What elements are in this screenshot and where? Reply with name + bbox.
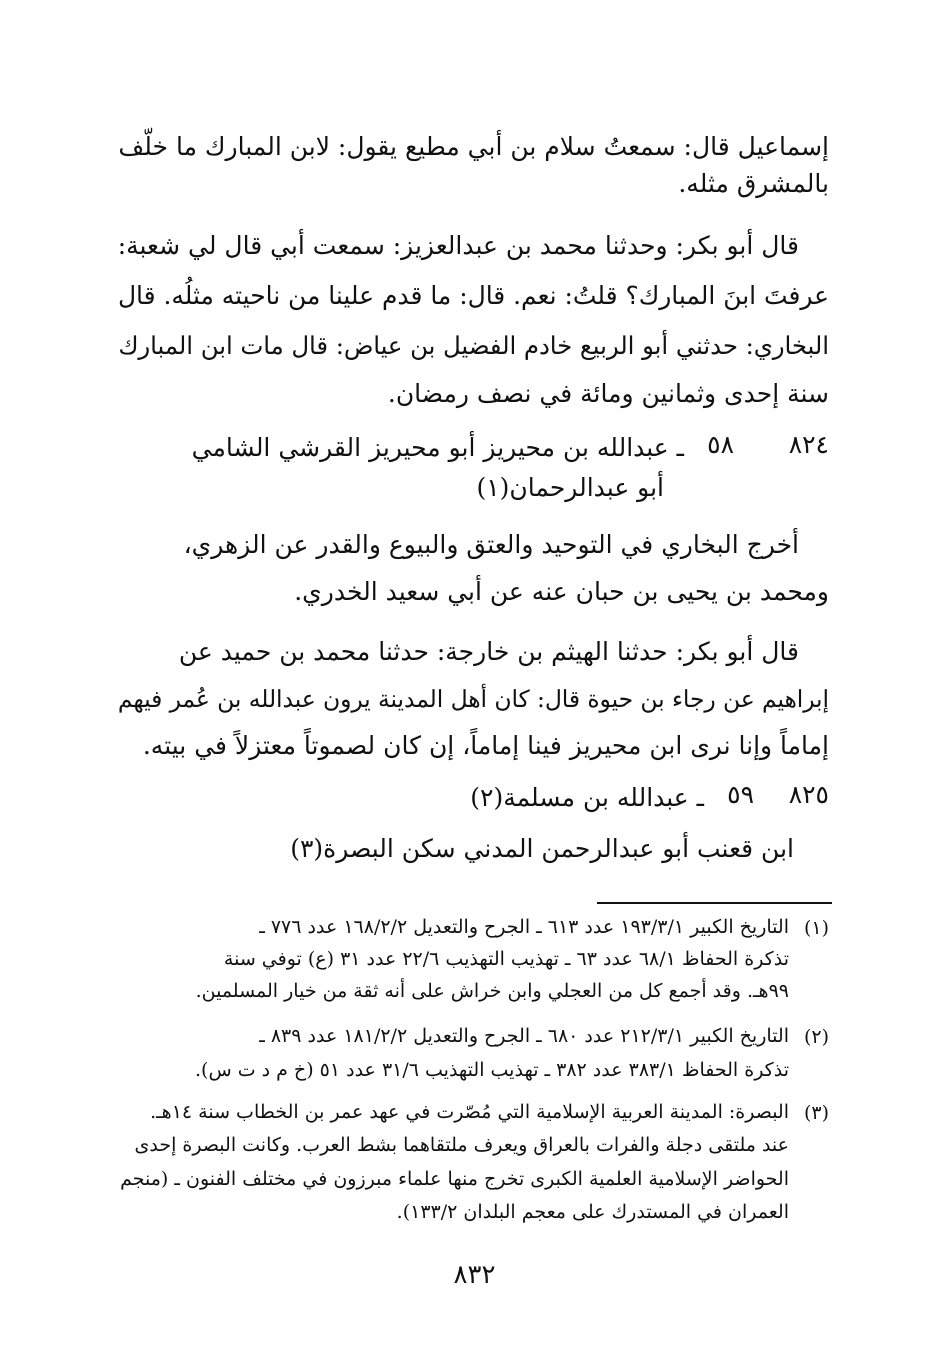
entry-825-seq: ٥٩ — [727, 780, 754, 809]
footnote-2-number: (٢) — [803, 1026, 829, 1048]
footnote-3-line-4: العمران في المستدرك على معجم البلدان ١٣٣/٢). — [396, 1201, 789, 1223]
paragraph-1-line-1: إسماعيل قال: سمعتُ سلام بن أبي مطيع يقول: لابن المبارك ما خلّف — [118, 132, 829, 161]
footnote-1-line-3: ٩٩هـ. وقد أجمع كل من العجلي وابن خراش على أنه ثقة من خيار المسلمين. — [195, 980, 789, 1002]
paragraph-3-line-1: أخرج البخاري في التوحيد والعتق والبيوع والقدر عن الزهري، — [183, 530, 799, 559]
footnote-2-line-2: تذكرة الحفاظ ٣٨٣/١ عدد ٣٨٢ ـ تهذيب التهذيب ٣١/٦ عدد ٥١ (خ م د ت س). — [195, 1059, 789, 1081]
paragraph-3-line-2: ومحمد بن يحيى بن حبان عنه عن أبي سعيد الخدري. — [294, 577, 829, 606]
entry-824-number: ٨٢٤ — [788, 430, 829, 459]
entry-824-subtitle: أبو عبدالرحمان(١) — [476, 473, 664, 502]
paragraph-2-line-1: قال أبو بكر: وحدثنا محمد بن عبدالعزيز: سمعت أبي قال لي شعبة: — [117, 231, 799, 260]
footnote-3-line-1: البصرة: المدينة العربية الإسلامية التي مُصّرت في عهد عمر بن الخطاب سنة ١٤هـ. — [150, 1101, 789, 1123]
entry-825-subtitle: ابن قعنب أبو عبدالرحمن المدني سكن البصرة(٣) — [290, 834, 794, 863]
footnote-1-line-2: تذكرة الحفاظ ٦٨/١ عدد ٦٣ ـ تهذيب التهذيب ٢٢/٦ عدد ٣١ (ع) توفي سنة — [223, 948, 789, 970]
entry-825-title: ـ عبدالله بن مسلمة(٢) — [470, 783, 704, 812]
paragraph-4-line-3: إماماً وإنا نرى ابن محيريز فينا إماماً، إن كان لصموتاً معتزلاً في بيته. — [142, 731, 829, 760]
footnote-1-line-1: التاريخ الكبير ١٩٣/٣/١ عدد ٦١٣ ـ الجرح والتعديل ١٦٨/٢/٢ عدد ٧٧٦ ـ — [259, 916, 789, 938]
footnote-1-number: (١) — [803, 917, 829, 939]
footnote-3-line-2: عند ملتقى دجلة والفرات بالعراق ويعرف ملتقاهما بشط العرب. وكانت البصرة إحدى — [134, 1134, 789, 1156]
paragraph-4-line-2: إبراهيم عن رجاء بن حيوة قال: كان أهل المدينة يرون عبدالله بن عُمر فيهم — [117, 686, 829, 713]
page-number: ٨٣٢ — [453, 1260, 496, 1290]
paragraph-1-line-2: بالمشرق مثله. — [678, 169, 829, 198]
entry-825-number: ٨٢٥ — [788, 780, 829, 809]
footnote-divider — [597, 902, 832, 904]
paragraph-2-line-4: سنة إحدى وثمانين ومائة في نصف رمضان. — [387, 379, 829, 408]
entry-824-title: ـ عبدالله بن محيريز أبو محيريز القرشي الشامي — [191, 433, 684, 462]
paragraph-4-line-1: قال أبو بكر: حدثنا الهيثم بن خارجة: حدثنا محمد بن حميد عن — [178, 637, 799, 666]
paragraph-2-line-2: عرفتَ ابنَ المبارك؟ قلتُ: نعم. قال: ما قدم علينا من ناحيته مثلُه. قال — [117, 281, 829, 310]
footnote-3-line-3: الحواضر الإسلامية العلمية الكبرى تخرج منها علماء مبرزون في مختلف الفنون ـ (منجم — [120, 1168, 789, 1190]
footnote-3-number: (٣) — [803, 1102, 829, 1124]
entry-824-seq: ٥٨ — [707, 430, 734, 459]
paragraph-2-line-3: البخاري: حدثني أبو الربيع خادم الفضيل بن عياض: قال مات ابن المبارك — [118, 331, 829, 360]
footnote-2-line-1: التاريخ الكبير ٢١٢/٣/١ عدد ٦٨٠ ـ الجرح والتعديل ١٨١/٢/٢ عدد ٨٣٩ ـ — [259, 1025, 789, 1047]
